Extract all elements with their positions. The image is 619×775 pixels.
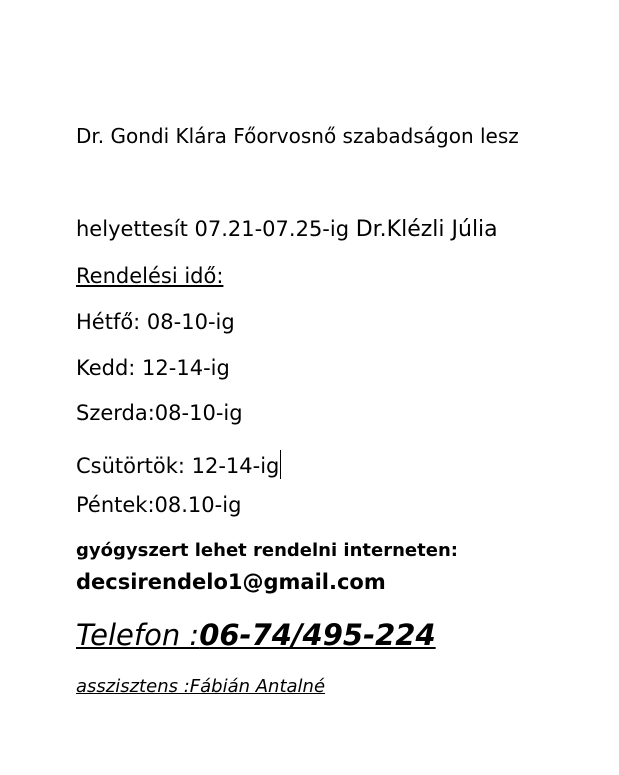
hours-thursday-line[interactable] [76,450,281,479]
hours-wednesday: Szerda:08-10-ig [76,401,243,425]
online-order-note: gyógyszert lehet rendelni interneten: [76,540,458,561]
text-cursor [280,450,281,479]
contact-email: decsirendelo1@gmail.com [76,570,386,594]
substitute-line [76,219,498,241]
phone-label: Telefon : [76,618,200,652]
hours-monday: Hétfő: 08-10-ig [76,310,235,334]
office-hours-title: Rendelési idő: [76,264,224,288]
substitute-prefix: helyettesít 07.21-07.25-ig [76,217,356,241]
assistant-name: asszisztens :Fábián Antalné [76,676,326,697]
hours-tuesday: Kedd: 12-14-ig [76,356,230,380]
substitute-doctor-name: Dr.Klézli Júlia [355,217,498,242]
phone-line [76,618,436,652]
phone-number: 06-74/495-224 [199,618,436,652]
absence-notice: Dr. Gondi Klára Főorvosnő szabadságon lesz [76,124,519,148]
hours-thursday: Csütörtök: 12-14-ig [76,454,280,478]
hours-friday: Péntek:08.10-ig [76,493,242,517]
